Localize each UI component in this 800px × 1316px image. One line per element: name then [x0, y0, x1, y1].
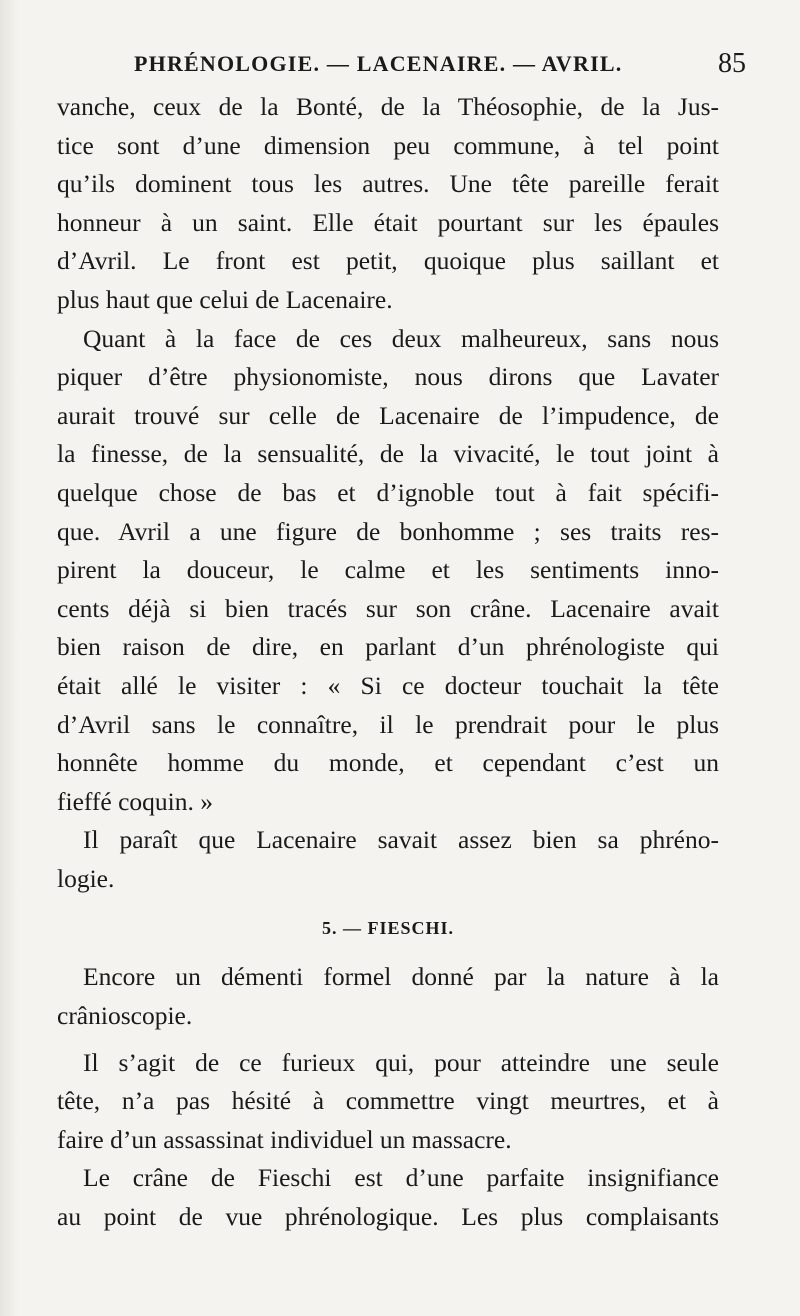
- text-line: que. Avril a une figure de bonhomme ; ses traits res-: [57, 516, 719, 546]
- text-line: bien raison de dire, en parlant d’un phrénologiste qui: [57, 632, 719, 662]
- text-line: d’Avril sans le connaître, il le prendrait pour le plus: [57, 709, 719, 739]
- paragraph: [57, 821, 719, 898]
- text-line: la finesse, de la sensualité, de la vivacité, le tout joint à: [57, 439, 719, 469]
- text-line: aurait trouvé sur celle de Lacenaire de l’impudence, de: [57, 400, 719, 430]
- text-line: logie.: [57, 863, 115, 893]
- running-head: [56, 46, 746, 82]
- text-line: faire d’un assassinat individuel un massacre.: [57, 1124, 512, 1154]
- text-line: fieffé coquin. »: [57, 786, 214, 816]
- text-line: crânioscopie.: [57, 1001, 193, 1031]
- paragraph: [57, 958, 719, 1035]
- text-line: honneur à un saint. Elle était pourtant sur les épaules: [57, 207, 719, 237]
- text-line: qu’ils dominent tous les autres. Une tête pareille ferait: [57, 169, 719, 199]
- text-line: pirent la douceur, le calme et les sentiments inno-: [57, 555, 719, 585]
- text-line: Il s’agit de ce furieux qui, pour atteindre une seule: [83, 1047, 719, 1077]
- text-line: était allé le visiter : « Si ce docteur touchait la tête: [57, 670, 719, 700]
- text-line: d’Avril. Le front est petit, quoique plus saillant et: [57, 246, 719, 276]
- text-line: tice sont d’une dimension peu commune, à tel point: [57, 130, 719, 160]
- paragraph: [57, 1044, 719, 1160]
- text-line: plus haut que celui de Lacenaire.: [57, 284, 393, 314]
- paragraph: [57, 320, 719, 822]
- text-line: tête, n’a pas hésité à commettre vingt meurtres, et à: [57, 1086, 719, 1116]
- body-text: [57, 88, 719, 1237]
- text-line: Quant à la face de ces deux malheureux, sans nous: [83, 323, 719, 353]
- paragraph: [57, 1159, 719, 1236]
- section-heading: 5. — FIESCHI.: [321, 918, 455, 939]
- text-line: Encore un démenti formel donné par la nature à la: [83, 962, 719, 992]
- text-line: quelque chose de bas et d’ignoble tout à fait spécifi-: [57, 477, 719, 507]
- text-line: cents déjà si bien tracés sur son crâne. Lacenaire avait: [57, 593, 719, 623]
- text-line: Le crâne de Fieschi est d’une parfaite insignifiance: [83, 1163, 719, 1193]
- text-line: Il paraît que Lacenaire savait assez bien sa phréno-: [83, 825, 719, 855]
- paragraph: [57, 88, 719, 320]
- text-line: piquer d’être physionomiste, nous dirons que Lavater: [57, 362, 719, 392]
- paragraph-gap: [57, 1036, 719, 1044]
- text-line: au point de vue phrénologique. Les plus complaisants: [57, 1202, 719, 1232]
- text-line: vanche, ceux de la Bonté, de la Théosophie, de la Jus-: [57, 92, 719, 121]
- page-number: 85: [718, 48, 746, 79]
- text-line: honnête homme du monde, et cependant c’est un: [57, 748, 719, 778]
- page-gutter-shadow: [0, 0, 18, 1316]
- running-title: PHRÉNOLOGIE. — LACENAIRE. — AVRIL.: [134, 51, 623, 76]
